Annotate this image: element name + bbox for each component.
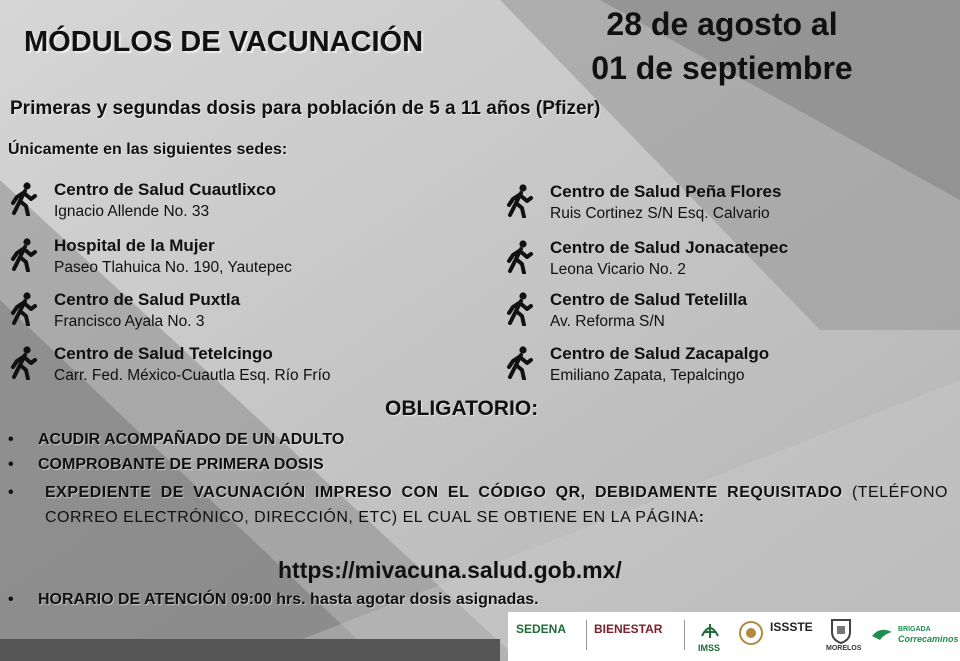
site-name: Hospital de la Mujer — [54, 236, 215, 255]
requirements-heading: OBLIGATORIO: — [385, 397, 539, 420]
subtitle: Primeras y segundas dosis para población de 5 a 11 años (Pfizer) — [10, 98, 601, 119]
bottom-bar — [0, 639, 500, 661]
bullet: • — [8, 431, 14, 448]
brigada-bird-icon — [870, 626, 894, 642]
logo-divider — [684, 620, 685, 650]
bienestar-logo: BIENESTAR — [594, 622, 663, 636]
site-name: Centro de Salud Jonacatepec — [550, 238, 789, 257]
sedes-label: Únicamente en las siguientes sedes: — [8, 141, 288, 158]
page-title: MÓDULOS DE VACUNACIÓN — [24, 26, 424, 58]
requirement-text: ACUDIR ACOMPAÑADO DE UN ADULTO — [38, 431, 345, 448]
site-name: Centro de Salud Zacapalgo — [550, 344, 770, 363]
walking-person-icon — [8, 292, 38, 326]
sedena-logo: SEDENA — [516, 622, 567, 636]
date-start: 28 de agosto al — [606, 6, 838, 42]
morelos-logo: MORELOS — [826, 645, 862, 652]
site-name: Centro de Salud Tetelilla — [550, 290, 748, 309]
site-address: Carr. Fed. México-Cuautla Esq. Río Frío — [54, 367, 331, 384]
walking-person-icon — [504, 240, 534, 274]
imss-logo: IMSS — [698, 643, 721, 653]
issste-logo: ISSSTE — [770, 620, 813, 634]
brigada-label: BRIGADA — [898, 626, 931, 633]
site-name: Centro de Salud Peña Flores — [550, 182, 782, 201]
walking-person-icon — [504, 292, 534, 326]
logos-strip — [508, 612, 960, 661]
site-address: Emiliano Zapata, Tepalcingo — [550, 367, 745, 384]
walking-person-icon — [504, 346, 534, 380]
requirement-item — [8, 480, 948, 530]
walking-person-icon — [8, 346, 38, 380]
walking-person-icon — [8, 238, 38, 272]
site-name: Centro de Salud Puxtla — [54, 290, 241, 309]
requirement-item — [8, 431, 344, 449]
site-address: Paseo Tlahuica No. 190, Yautepec — [54, 259, 292, 276]
bullet: • — [8, 456, 14, 473]
date-end: 01 de septiembre — [591, 50, 853, 86]
site-address: Ignacio Allende No. 33 — [54, 203, 210, 220]
walking-person-icon — [8, 182, 38, 216]
site-address: Francisco Ayala No. 3 — [54, 313, 205, 330]
site-name: Centro de Salud Tetelcingo — [54, 344, 273, 363]
requirement-item — [8, 456, 324, 474]
morelos-shield-icon — [830, 618, 852, 644]
vaccination-url[interactable]: https://mivacuna.salud.gob.mx/ — [278, 557, 622, 583]
correcaminos-label: Correcaminos — [898, 634, 959, 644]
imss-eagle-icon — [698, 618, 722, 642]
requirement-text-detail: (TELÉFONO CORREO ELECTRÓNICO, DIRECCIÓN, ETC) EL CUAL SE OBTIENE EN LA PÁGINA — [45, 484, 949, 526]
requirement-item — [8, 591, 539, 609]
requirement-text: COMPROBANTE DE PRIMERA DOSIS — [38, 456, 324, 473]
date-range — [562, 2, 882, 90]
issste-emblem-icon — [738, 620, 764, 646]
walking-person-icon — [504, 184, 534, 218]
site-address: Av. Reforma S/N — [550, 313, 665, 330]
requirement-text-bold: EXPEDIENTE DE VACUNACIÓN IMPRESO CON EL CÓDIGO QR, DEBIDAMENTE REQUISITADO — [45, 484, 843, 501]
bullet: • — [8, 484, 14, 501]
bullet: • — [8, 591, 14, 608]
site-name: Centro de Salud Cuautlixco — [54, 180, 276, 199]
logo-divider — [586, 620, 587, 650]
requirement-colon: : — [698, 509, 705, 526]
site-address: Leona Vicario No. 2 — [550, 261, 686, 278]
requirement-text: HORARIO DE ATENCIÓN 09:00 hrs. hasta agotar dosis asignadas. — [38, 591, 539, 608]
site-address: Ruis Cortinez S/N Esq. Calvario — [550, 205, 770, 222]
